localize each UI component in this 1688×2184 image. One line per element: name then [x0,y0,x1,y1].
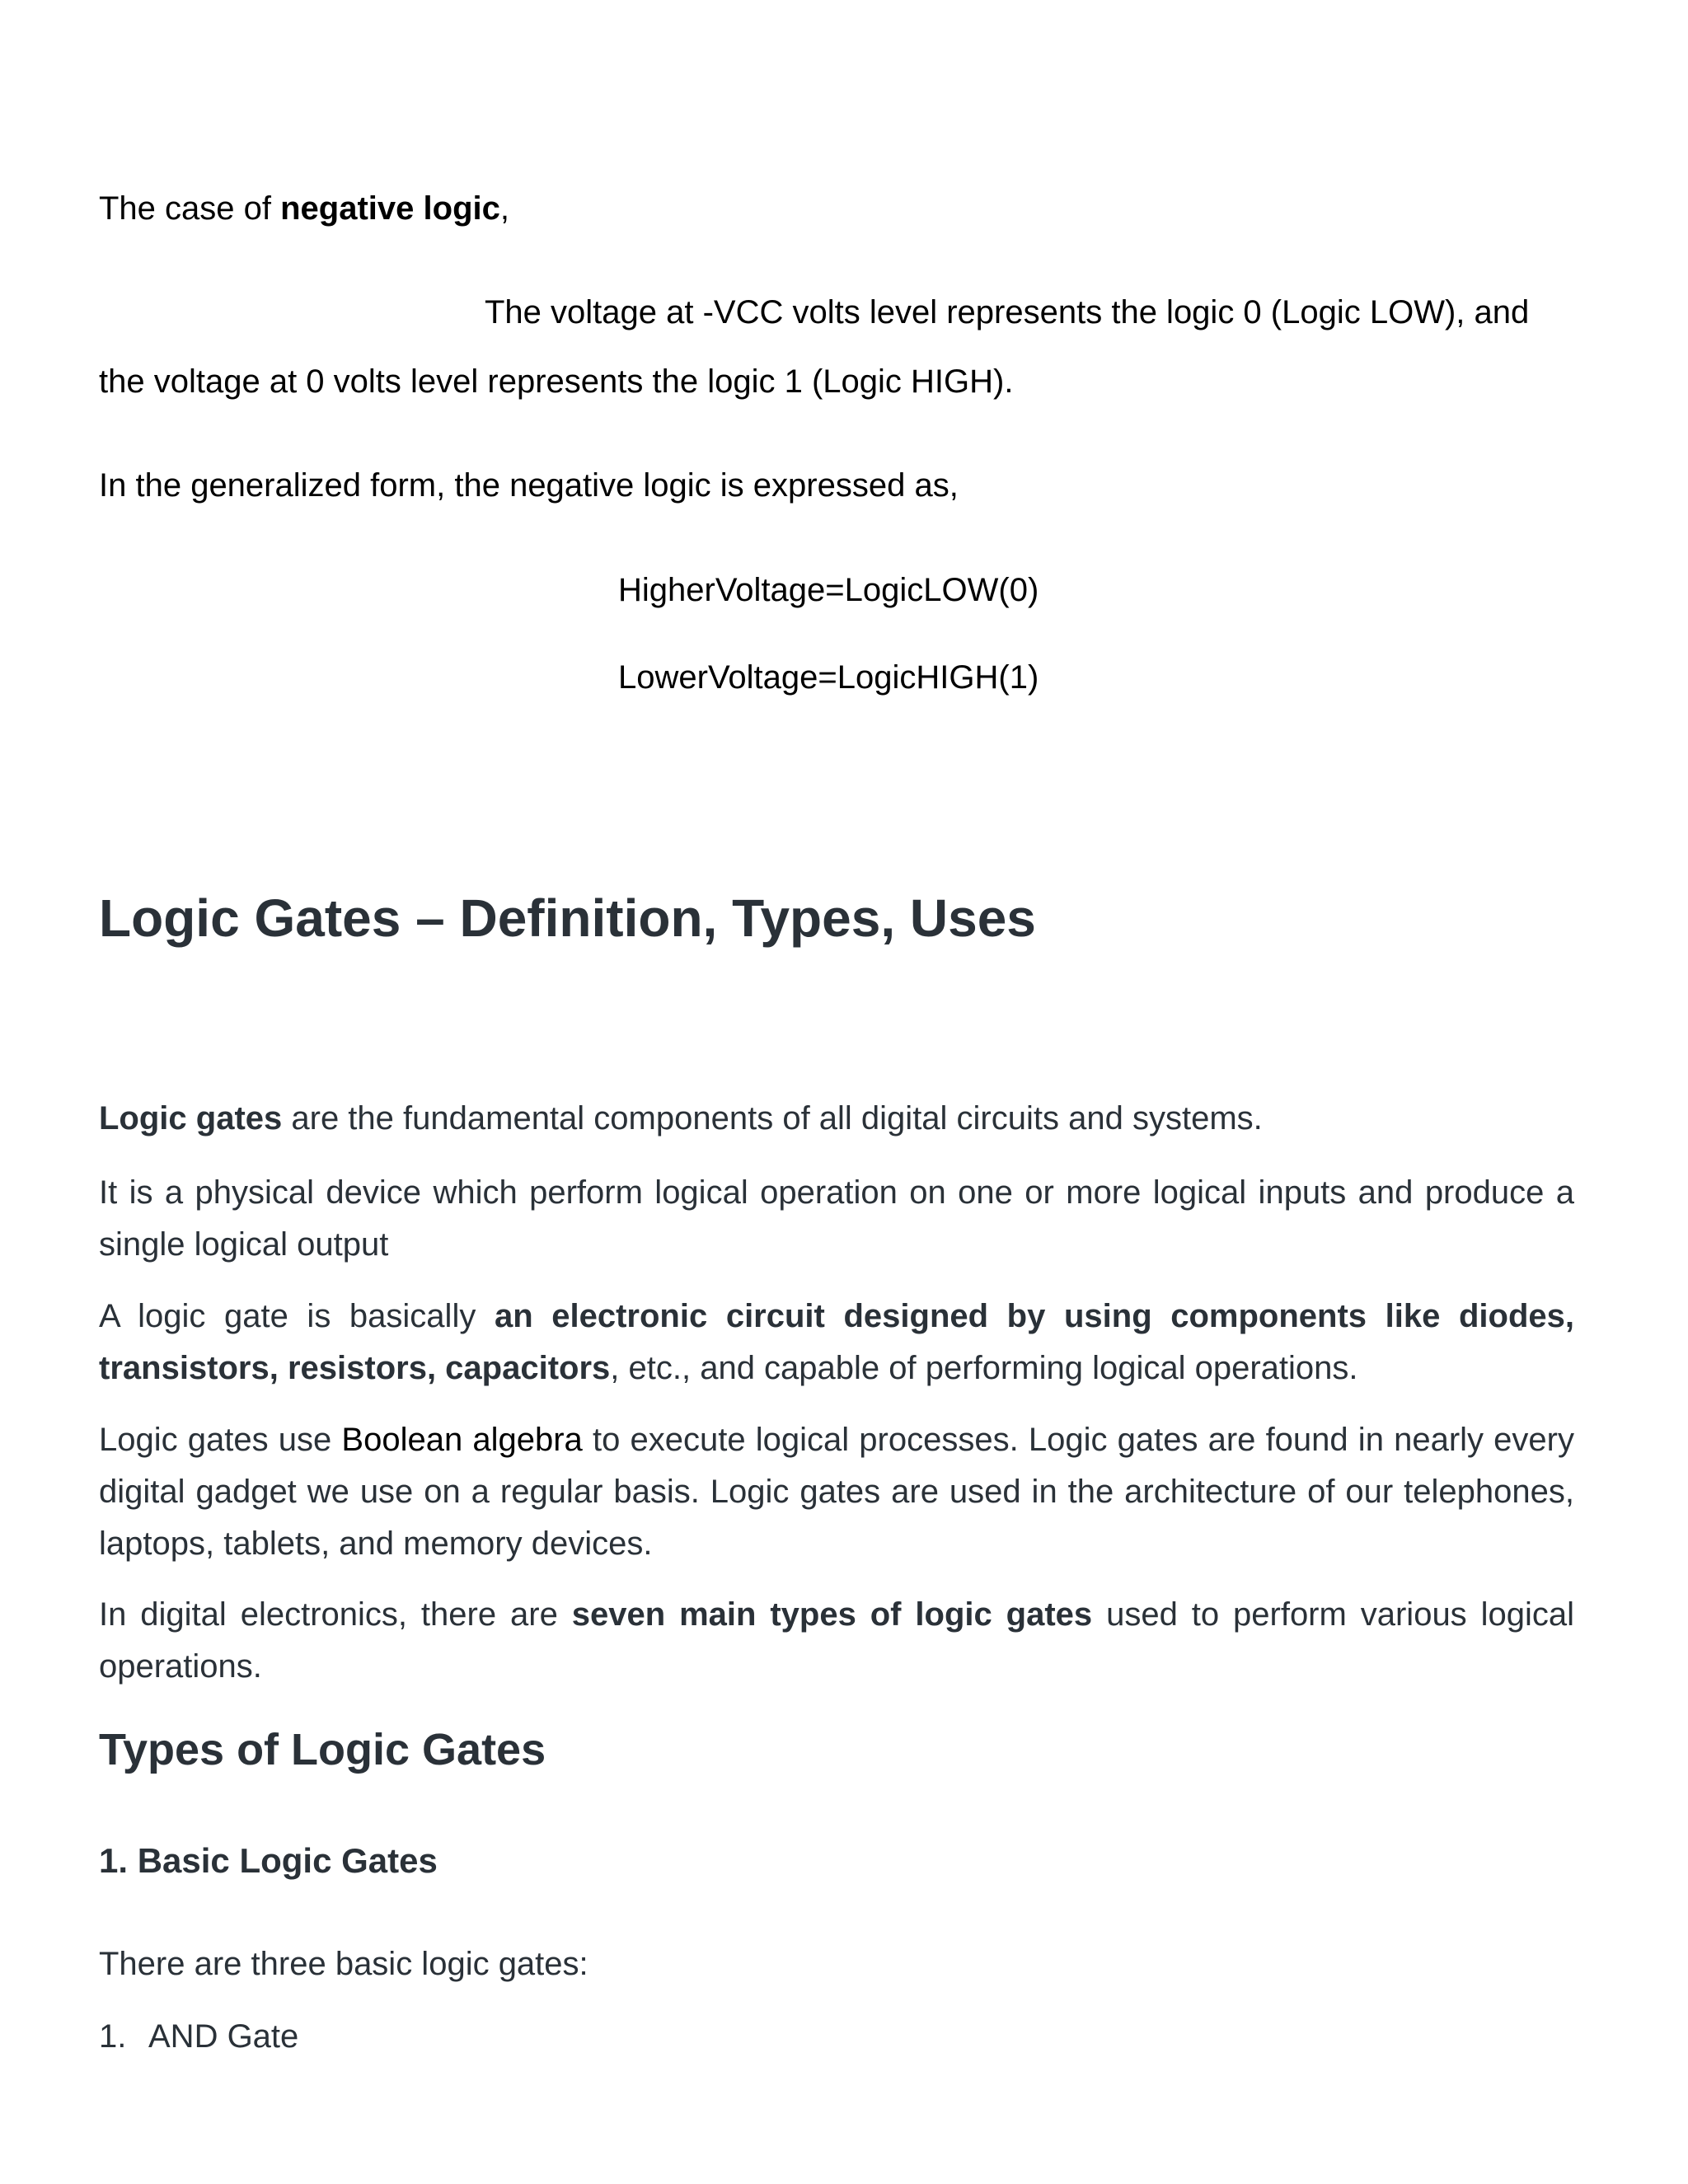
formula-lower-voltage: LowerVoltage=LogicHIGH(1) [618,659,1039,696]
list-item-number: 1. [99,2018,127,2055]
section-title: Logic Gates – Definition, Types, Uses [99,888,1036,948]
logic-gates-definition: Logic gates are the fundamental components of all digital circuits and systems. [99,1100,1263,1137]
generalized-form-text: In the generalized form, the negative logic is expressed as, [99,467,959,504]
logic-gates-term: Logic gates [99,1100,283,1137]
list-item [99,2011,1582,2063]
negative-logic-para-line2: the voltage at 0 volts level represents the logic 1 (Logic HIGH). [99,363,1014,400]
basic-gates-subtitle: 1. Basic Logic Gates [99,1841,438,1880]
negative-logic-intro: The case of negative logic, [99,190,509,227]
logic-gates-device-para: It is a physical device which perform logical operation on one or more logical inputs and produce a single logical output [99,1174,1574,1263]
seven-types-phrase: seven main types of logic gates [571,1596,1093,1633]
list-item-label: AND Gate [148,2018,299,2055]
basic-gates-intro: There are three basic logic gates: [99,1946,588,1982]
seven-types-para: In digital electronics, there are seven main types of logic gates used to perform various logical operations. [99,1596,1574,1685]
electronic-circuit-phrase: an electronic circuit designed by using components like diodes, transistors, resistors, capacitors [99,1298,1574,1386]
logic-gate-circuit-para: A logic gate is basically an electronic circuit designed by using components like diodes, transistors, resistors, capacitors, etc., and capable of performing logical operations. [99,1298,1574,1386]
negative-logic-term: negative logic [280,190,500,227]
negative-logic-para-line1: The voltage at -VCC volts level represents the logic 0 (Logic LOW), and [485,294,1530,330]
boolean-algebra-link[interactable]: Boolean algebra [341,1422,583,1458]
formula-higher-voltage: HigherVoltage=LogicLOW(0) [618,572,1039,608]
types-title: Types of Logic Gates [99,1725,546,1774]
boolean-algebra-para: Logic gates use Boolean algebra to execute logical processes. Logic gates are found in nearly every digital gadget we use on a regular basis. Logic gates are used in the architecture of our telephones, laptops, tablets, and memory devices. [99,1422,1574,1562]
